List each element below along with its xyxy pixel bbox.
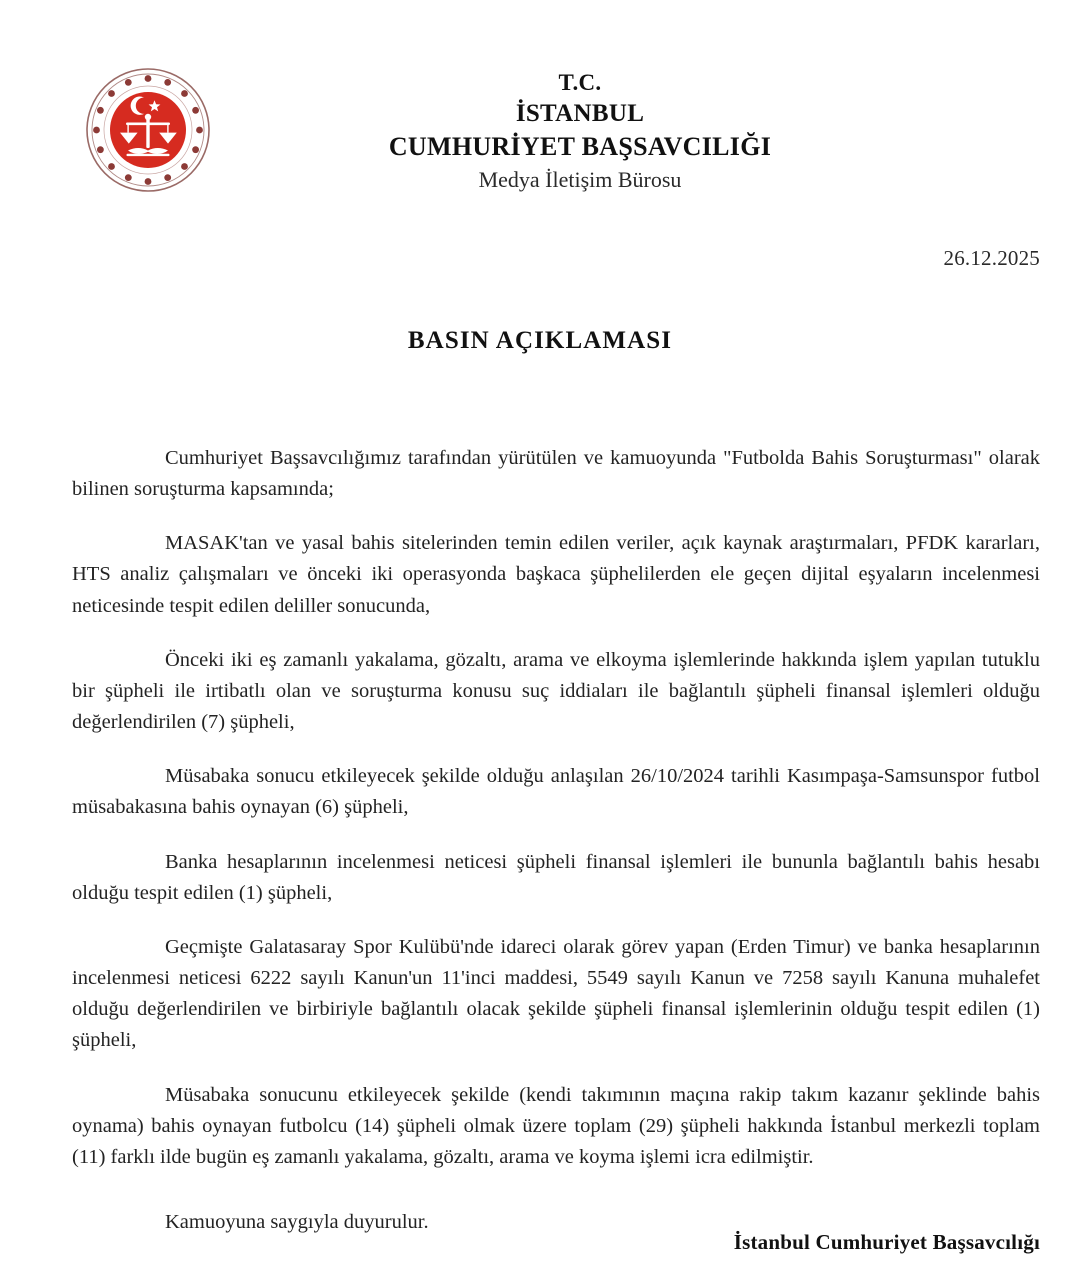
- paragraph: MASAK'tan ve yasal bahis sitelerinden temin edilen veriler, açık kaynak araştırmaları, PFDK kararları, HTS analiz çalışmaları ve önceki iki operasyonda başkaca şüphelilerden ele geçen dijital eşyaların incelenmesi neticesinde tespit edilen deliller sonucunda,: [72, 532, 1040, 617]
- document-date: 26.12.2025: [943, 246, 1040, 270]
- paragraph: Müsabaka sonucu etkileyecek şekilde olduğu anlaşılan 26/10/2024 tarihli Kasımpaşa-Samsunspor futbol müsabakasına bahis oynayan (6) şüpheli,: [72, 765, 1040, 819]
- closing-statement: Kamuoyuna saygıyla duyurulur.: [165, 1210, 429, 1233]
- turkish-ministry-of-justice-emblem-icon: [84, 66, 212, 194]
- paragraph: Cumhuriyet Başsavcılığımız tarafından yürütülen ve kamuoyunda "Futbolda Bahis Soruşturması" olarak bilinen soruşturma kapsamında;: [72, 447, 1040, 501]
- document-header: [0, 0, 1080, 200]
- document-body: [72, 443, 1040, 1238]
- page-title: BASIN AÇIKLAMASI: [407, 327, 673, 354]
- header-line-bureau: Medya İletişim Bürosu: [478, 167, 682, 193]
- header-line-office: CUMHURİYET BAŞSAVCILIĞI: [388, 132, 772, 162]
- header-line-city: İSTANBUL: [515, 99, 645, 127]
- header-line-republic: T.C.: [558, 70, 602, 95]
- header-title-block: [300, 68, 860, 195]
- paragraph: Banka hesaplarının incelenmesi neticesi şüpheli finansal işlemleri ile bununla bağlantılı bahis hesabı olduğu tespit edilen (1) şüpheli,: [72, 850, 1040, 904]
- paragraph: Önceki iki eş zamanlı yakalama, gözaltı, arama ve elkoyma işlemlerinde hakkında işlem yapılan tutuklu bir şüpheli ile irtibatlı olan ve soruşturma konusu suç iddiaları ile bağlantılı şüpheli finansal işlemleri olduğu değerlendirilen (7) şüpheli,: [72, 648, 1040, 734]
- signature-block: İstanbul Cumhuriyet Başsavcılığı: [733, 1230, 1040, 1254]
- paragraph: Geçmişte Galatasaray Spor Kulübü'nde idareci olarak görev yapan (Erden Timur) ve banka hesaplarının incelenmesi neticesi 6222 sayılı Kanun'un 11'inci maddesi, 5549 sayılı Kanun ve 7258 sayılı Kanuna muhalefet olduğu değerlendirilen ve birbiriyle bağlantılı olacak şekilde şüpheli finansal işlemlerinin olduğu tespit edilen (1) şüpheli,: [72, 935, 1040, 1052]
- paragraph: Müsabaka sonucunu etkileyecek şekilde (kendi takımının maçına rakip takım kazanır şeklinde bahis oynama) bahis oynayan futbolcu (14) şüpheli olmak üzere toplam (29) şüpheli hakkında İstanbul merkezli toplam (11) farklı ilde bugün eş zamanlı yakalama, gözaltı, arama ve koyma işlemi icra edilmiştir.: [72, 1083, 1040, 1168]
